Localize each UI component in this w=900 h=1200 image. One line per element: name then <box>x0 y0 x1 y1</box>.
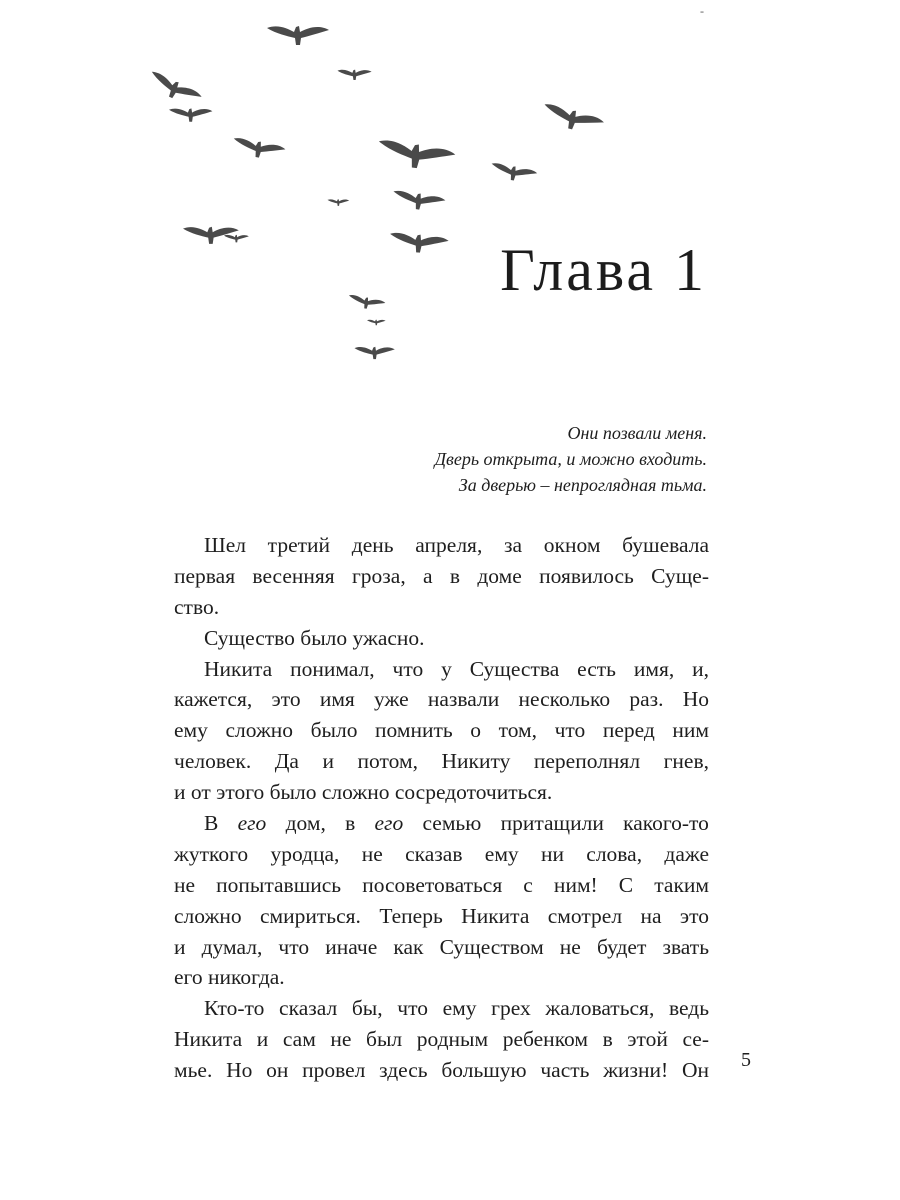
text-line: Кто-то сказал бы, что ему грех жаловаться, ведь <box>204 996 709 1021</box>
paragraph <box>174 993 709 1086</box>
bird-icon <box>389 232 449 255</box>
paragraph <box>174 623 709 654</box>
text-line: Шел третий день апреля, за окном бушевала <box>204 533 709 557</box>
text-line: ему сложно было помнить о том, что перед ним <box>174 718 709 743</box>
bird-icon <box>355 347 395 359</box>
birds-flock-illustration <box>0 0 900 400</box>
epigraph-line: Они позвали меня. <box>567 423 707 443</box>
text-line: Существо было ужасно. <box>204 625 425 650</box>
bird-icon <box>489 162 537 184</box>
bird-icon <box>540 103 605 137</box>
bird-icon <box>376 139 456 173</box>
text-line: человек. Да и потом, Никиту переполнял гнев, <box>174 749 709 774</box>
word: В <box>204 811 219 836</box>
bird-icon <box>328 199 350 206</box>
page-number: 5 <box>741 1049 751 1071</box>
bird-icon <box>145 70 203 109</box>
paragraph <box>174 530 709 623</box>
emphasis-word: его <box>374 811 404 836</box>
epigraph-line: Дверь открыта, и можно входить. <box>434 449 707 469</box>
bird-icon <box>169 108 212 121</box>
chapter-body <box>174 530 709 1086</box>
word: какого-то <box>623 811 709 836</box>
text-line: Никита и сам не был родным ребенком в этой се- <box>174 1027 709 1052</box>
bird-icon <box>267 26 329 45</box>
chapter-title: Глава 1 <box>500 237 707 303</box>
text-line: жуткого уродца, не сказав ему ни слова, даже <box>174 841 709 866</box>
text-line: и думал, что иначе как Существом не будет звать <box>174 934 709 959</box>
text-line: первая весенняя гроза, а в доме появилось Суще- <box>174 563 709 588</box>
bird-icon <box>224 235 249 243</box>
bird-icon <box>391 190 445 213</box>
paragraph <box>174 654 709 808</box>
bird-icon <box>231 137 286 162</box>
text-line: Никита понимал, что у Существа есть имя, и, <box>204 656 709 681</box>
text-line: сложно смириться. Теперь Никита смотрел на это <box>174 903 709 928</box>
text-line: ство. <box>174 594 220 619</box>
text-line: мье. Но он провел здесь большую часть жизни! Он <box>174 1058 709 1083</box>
text-line <box>174 808 709 839</box>
word: притащили <box>500 811 604 836</box>
epigraph-line: За дверью – непроглядная тьма. <box>458 475 707 495</box>
text-line: не попытавшись посоветоваться с ним! С таким <box>174 872 709 897</box>
page-corner-mark: - <box>700 4 704 18</box>
bird-icon <box>347 294 386 312</box>
paragraph <box>174 808 709 993</box>
text-line: и от этого было сложно сосредоточиться. <box>174 780 553 805</box>
emphasis-word: его <box>237 811 267 836</box>
word: дом, <box>285 811 326 836</box>
epigraph <box>287 420 707 498</box>
word: семью <box>422 811 482 836</box>
bird-icon <box>367 320 386 326</box>
text-line: кажется, это имя уже назвали несколько раз. Но <box>174 687 709 712</box>
word: в <box>345 811 356 836</box>
text-line: его никогда. <box>174 965 285 990</box>
bird-icon <box>338 70 372 80</box>
